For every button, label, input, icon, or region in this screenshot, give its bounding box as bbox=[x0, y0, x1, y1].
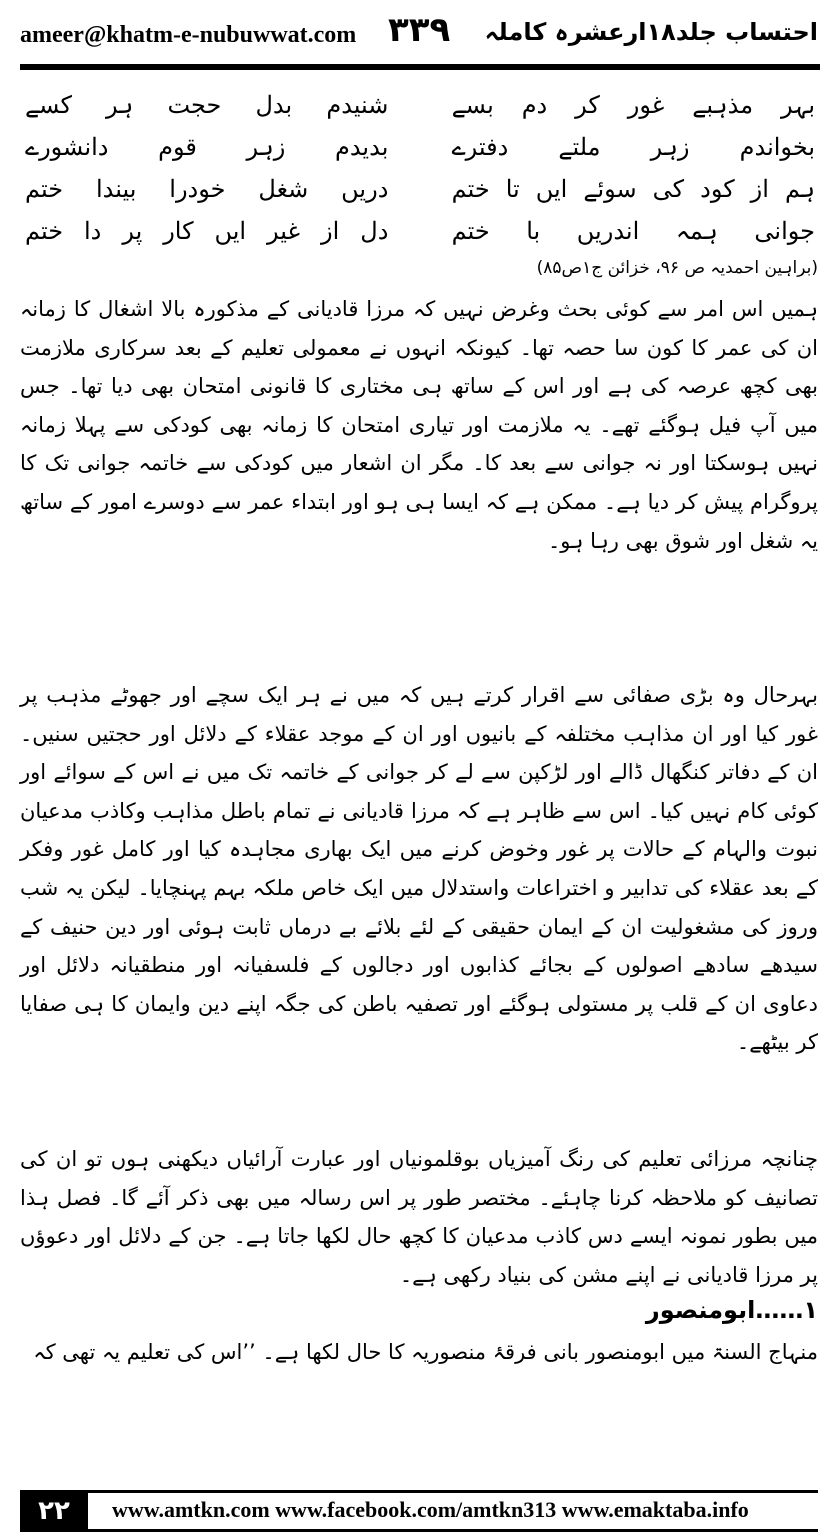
verse-line bbox=[25, 168, 815, 210]
paragraph bbox=[20, 290, 818, 560]
verse-line bbox=[25, 84, 815, 126]
verse-left-hemistich: شنیدم بدل حجت ہر کسے bbox=[25, 91, 389, 119]
verse-right-hemistich: بہر مذہبے غور کر دم بسے bbox=[451, 91, 815, 119]
header-rule bbox=[20, 64, 820, 70]
verse-line bbox=[25, 126, 815, 168]
header-email: ameer@khatm-e-nubuwwat.com bbox=[20, 22, 357, 48]
footer-page-number: ۲۲ bbox=[20, 1493, 88, 1529]
verse-left-hemistich: بدیدم زہر قوم دانشورے bbox=[25, 133, 389, 161]
verse-left-hemistich: دریں شغل خودرا بیندا ختم bbox=[25, 175, 389, 203]
paragraph-text: بہرحال وہ بڑی صفائی سے اقرار کرتے ہیں کہ میں نے ہر ایک سچے اور جھوٹے مذہب پر غور کیا اور ان مذاہب مختلفہ کے بانیوں اور ان کے موجد عقلاء کے دلائل اور حجتیں سنیں۔ ان کے دفاتر کنگھال ڈالے اور لڑکپن سے لے کر جوانی کے خاتمہ تک میں نے اس کے سوائے اور کوئی کام نہیں کیا۔ اس سے ظاہر ہے کہ مرزا قادیانی نے تمام باطل مذاہب وکاذب مدعیان نبوت والہام کے حالات پر غور وخوض کرنے میں ایک بھاری مجاہدہ کیا اور کامل غور وفکر کے بعد عقلاء کی تدابیر و اختراعات واستدلال میں ایک خاص ملکہ بہم پہنچایا۔ لیکن یہ شب وروز کی مشغولیت ان کے ایمان حقیقی کے لئے بلائے بے درماں ثابت ہوئی اور دین حنیف کے سیدھے سادھے اصولوں کے بجائے کذابوں اور دجالوں کے فلسفیانہ اور منطقیانہ دلائل اور دعاوی ان کے قلب پر مستولی ہوگئے اور تصفیہ باطن کی جگہ اپنے دین وایمان کا ہی صفایا کر بیٹھے۔ bbox=[20, 683, 818, 1055]
closing-line: منہاج السنۃ میں ابومنصور بانی فرقۂ منصوریہ کا حال لکھا ہے۔ ’’اس کی تعلیم یہ تھی کہ bbox=[33, 1340, 818, 1364]
paragraph-text: ہمیں اس امر سے کوئی بحث وغرض نہیں کہ مرزا قادیانی کے مذکورہ بالا اشغال کا زمانہ ان کی عمر کا کون سا حصہ تھا۔ کیونکہ انہوں نے معمولی تعلیم کے بعد سرکاری ملازمت بھی کچھ عرصہ کی ہے اور اس کے ساتھ ہی مختاری کا قانونی امتحان بھی دیا تھا۔ جس میں آپ فیل ہوگئے تھے۔ یہ ملازمت اور تیاری امتحان کا زمانہ بھی کودکی سے پہلا زمانہ نہیں ہوسکتا اور نہ جوانی سے بعد کا۔ مگر ان اشعار میں کودکی سے خاتمہ جوانی تک کا پروگرام پیش کر دیا ہے۔ ممکن ہے کہ ایسا ہی ہو اور ابتداء عمر سے دوسرے امور کے ساتھ یہ شغل اور شوق بھی رہا ہو۔ bbox=[20, 297, 818, 553]
verse-block bbox=[25, 84, 815, 252]
header-book-title: احتساب جلد۱۸ارعشرہ کاملہ bbox=[484, 18, 818, 46]
verse-left-hemistich: دل از غیر ایں کار پر دا ختم bbox=[25, 217, 389, 245]
verse-right-hemistich: بخواندم زہر ملتے دفترے bbox=[451, 133, 815, 161]
verse-right-hemistich: جوانی ہمہ اندریں با ختم bbox=[451, 217, 815, 245]
paragraph-text: چنانچہ مرزائی تعلیم کی رنگ آمیزیاں بوقلمونیاں اور عبارت آرائیاں دیکھنی ہوں تو ان کی تصانیف کو ملاحظہ کرنا چاہئے۔ مختصر طور پر اس رسالہ میں بھی ذکر آئے گا۔ فصل ہذا میں بطور نمونہ ایسے دس کاذب مدعیان کا کچھ حال لکھا جاتا ہے۔ جن کے دلائل اور دعوؤں پر مرزا قادیانی نے اپنے مشن کی بنیاد رکھی ہے۔ bbox=[20, 1147, 818, 1287]
section-heading: ۱……ابومنصور bbox=[645, 1296, 818, 1324]
verse-right-hemistich: ہم از کود کی سوئے ایں تا ختم bbox=[451, 175, 815, 203]
footer-links: www.amtkn.com www.facebook.com/amtkn313 www.emaktaba.info bbox=[112, 1497, 749, 1522]
footer-bar bbox=[20, 1490, 818, 1532]
verse-reference: (براہین احمدیہ ص ۹۶، خزائن ج۱ص۸۵) bbox=[536, 258, 818, 278]
paragraph bbox=[20, 676, 818, 1062]
verse-line bbox=[25, 210, 815, 252]
header-page-number: ۳۳۹ bbox=[388, 10, 451, 50]
paragraph bbox=[20, 1140, 818, 1294]
